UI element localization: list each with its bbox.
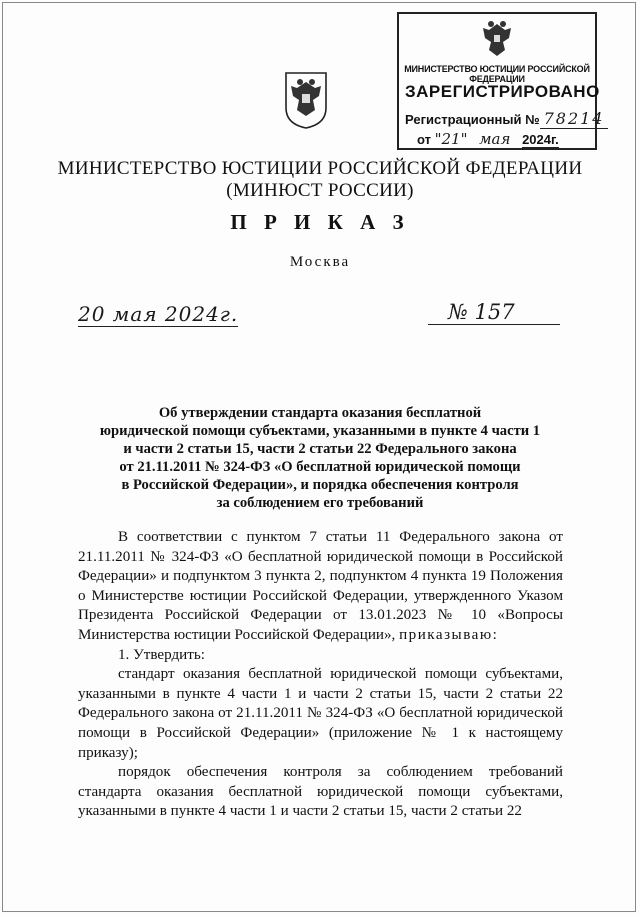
stamp-title: ЗАРЕГИСТРИРОВАНО [405, 82, 600, 101]
body-paragraph-preamble [78, 528, 563, 646]
ministry-name [0, 158, 640, 202]
order-word: приказываю: [399, 626, 499, 643]
order-date: 20 мая 2024г. [78, 302, 239, 326]
body-paragraph-item-1: 1. Утвердить: [118, 646, 205, 663]
stamp-ministry: МИНИСТЕРСТВО ЮСТИЦИИ РОССИЙСКОЙ ФЕДЕРАЦИИ [404, 64, 590, 84]
order-number: № 157 [428, 300, 560, 325]
document-type: П Р И К А З [230, 210, 410, 234]
coat-of-arms-icon [283, 70, 329, 130]
order-body [78, 528, 563, 822]
stamp-date-day: "21" [434, 130, 468, 148]
stamp-emblem-icon [479, 18, 515, 62]
stamp-date-year: 2024г. [522, 132, 559, 147]
ministry-name-line2: (МИНЮСТ РОССИИ) [226, 180, 414, 201]
subject-line: и части 2 статьи 15, части 2 статьи 22 Федерального закона [123, 441, 517, 457]
preamble-text: В соответствии с пунктом 7 статьи 11 Федерального закона от 21.11.2011 № 324-ФЗ «О бесплатной юридической помощи в Российской Федерации» и подпунктом 3 пункта 2, подпунктом 4 пункта 19 Положения о Министерстве юстиции Российской Федерации, утвержденного Указом Президента Российской Федерации от 13.01.2023 № 10 «Вопросы Министерства юстиции Российской Федерации», [78, 529, 563, 643]
stamp-date-month: мая [471, 130, 518, 149]
body-paragraph-procedure: порядок обеспечения контроля за соблюдением требований стандарта оказания бесплатной юридической помощи субъектами, указанными в пункте 4 части 1 и части 2 статьи 15, части 2 статьи 22 [78, 764, 563, 820]
subject-line: Об утверждении стандарта оказания бесплатной [158, 405, 482, 421]
stamp-reg-label: Регистрационный № [405, 112, 540, 127]
body-paragraph-standard: стандарт оказания бесплатной юридической помощи субъектами, указанными в пункте 4 части 1 и части 2 статьи 15, части 2 статьи 22 Федерального закона от 21.11.2011 № 324-ФЗ «О бесплатной юридической помощи в Российской Федерации» (приложение № 1 к настоящему приказу); [78, 666, 563, 761]
ministry-name-line1: МИНИСТЕРСТВО ЮСТИЦИИ РОССИЙСКОЙ ФЕДЕРАЦИИ [57, 158, 583, 179]
registration-stamp [397, 12, 605, 150]
stamp-reg-number: 78214 [540, 109, 609, 129]
stamp-registration-line [405, 109, 608, 129]
city: Москва [289, 254, 351, 270]
subject-line: за соблюдением его требований [216, 495, 424, 511]
order-subject [80, 404, 560, 512]
subject-line: от 21.11.2011 № 324-ФЗ «О бесплатной юридической помощи [119, 459, 521, 475]
subject-line: в Российской Федерации», и порядка обеспечения контроля [121, 477, 519, 493]
stamp-date-prefix: от [417, 132, 431, 147]
subject-line: юридической помощи субъектами, указанными в пункте 4 части 1 [99, 423, 541, 439]
stamp-date-line [417, 130, 559, 149]
